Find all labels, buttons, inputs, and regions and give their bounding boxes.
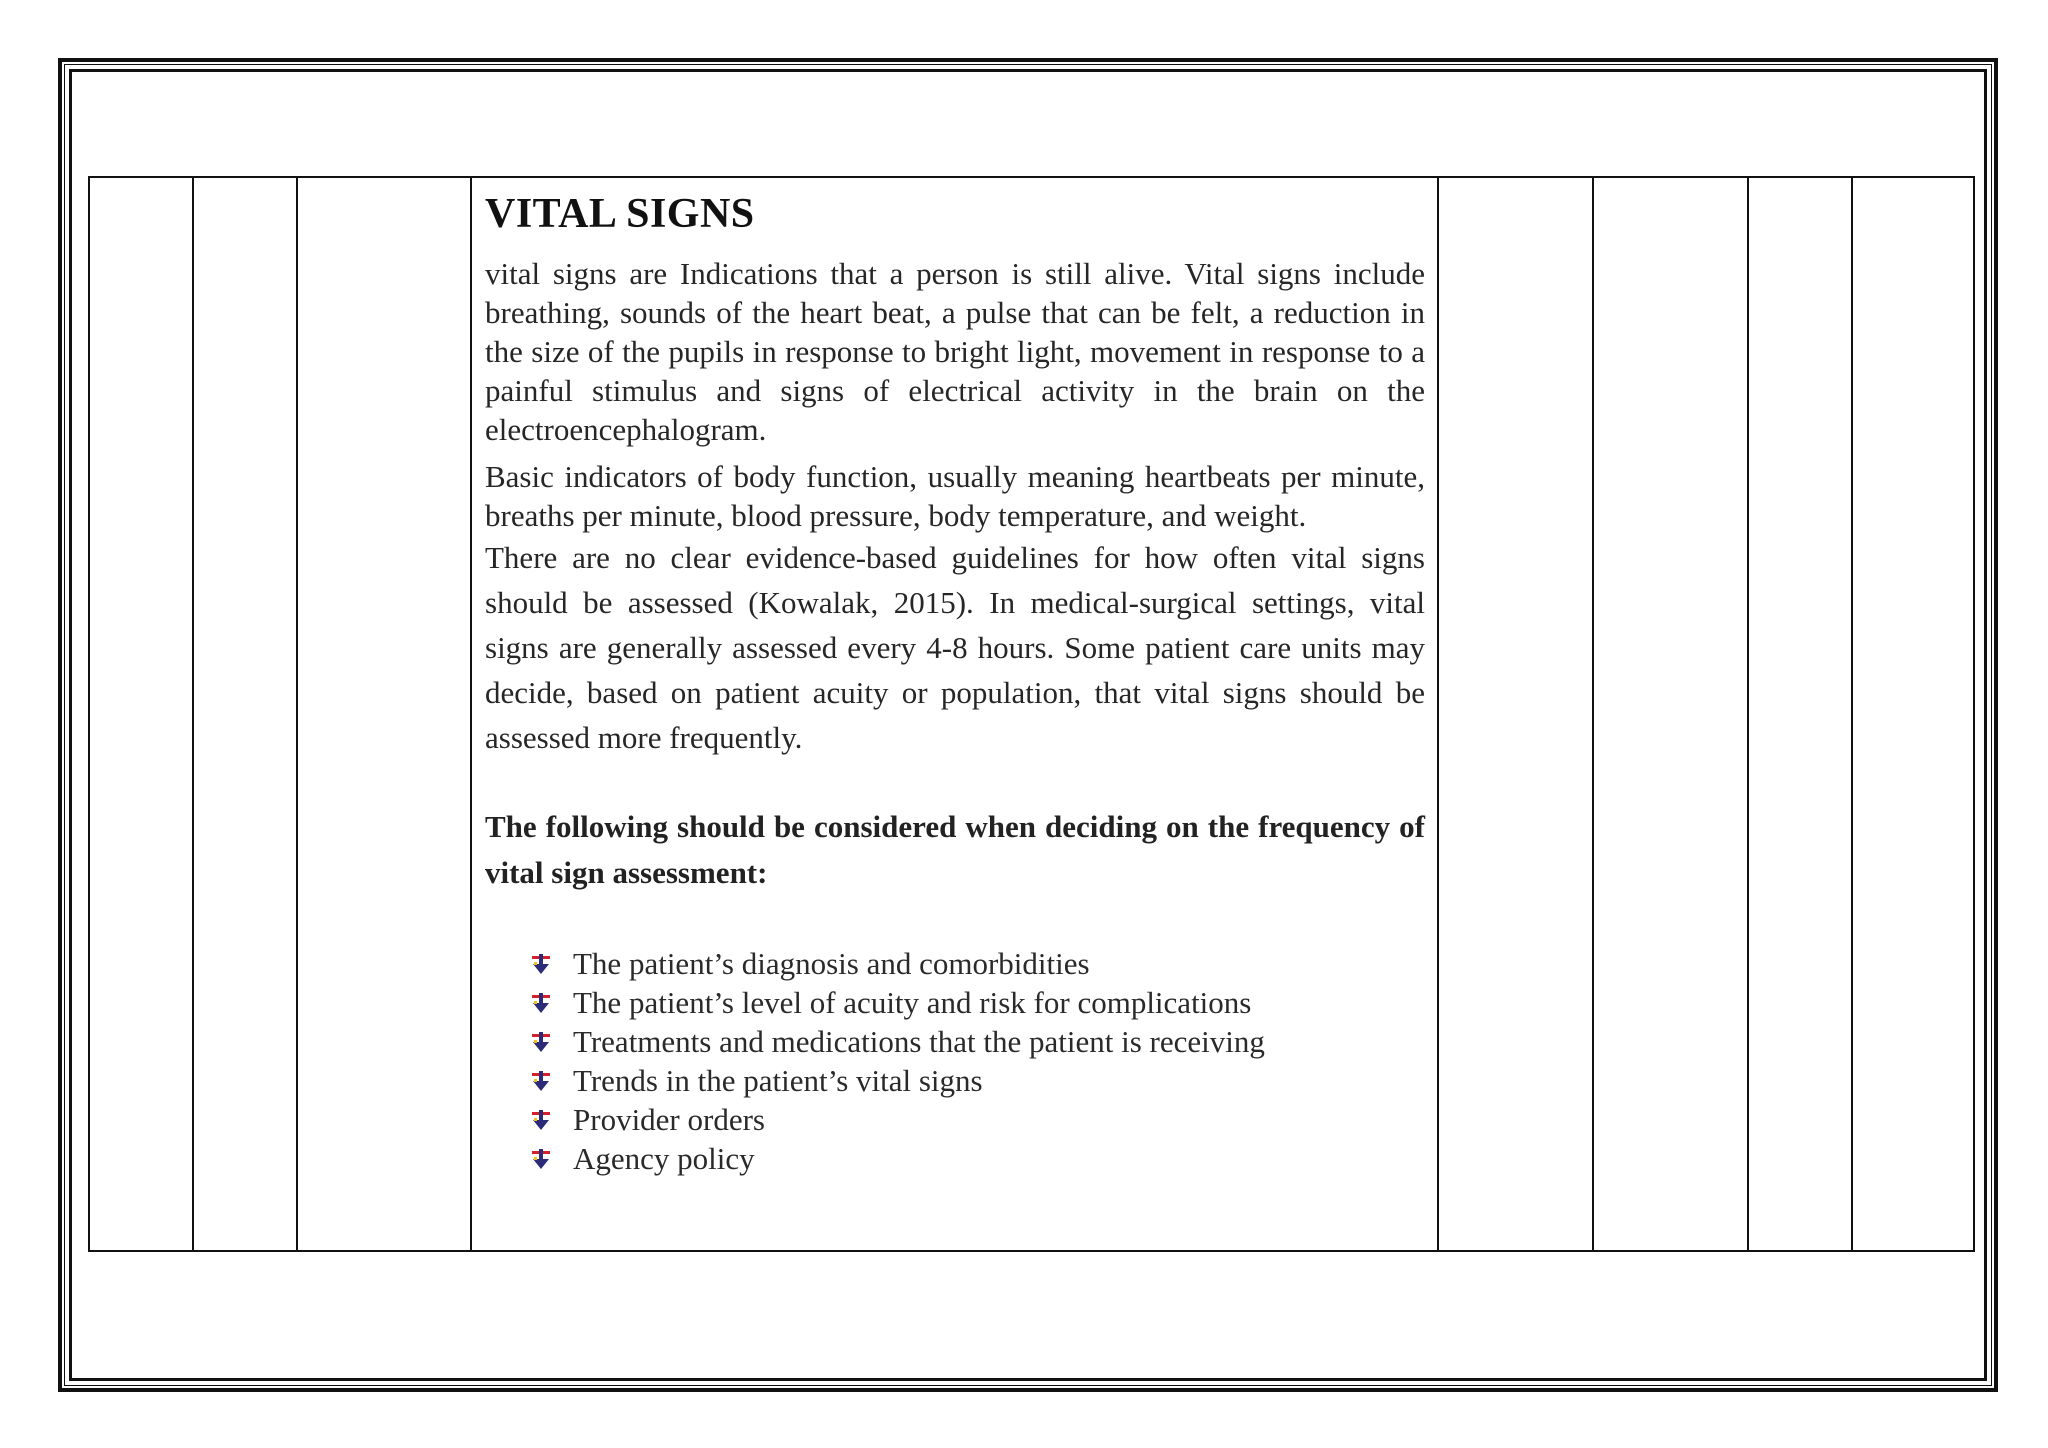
arrow-down-icon [529,1069,553,1093]
paragraph-definition: vital signs are Indications that a person is still alive. Vital signs include breathing, sounds of the heart beat, a pulse that can be felt, a reduction in the size of the pupils in response to bright light, movement in response to a painful stimulus and signs of electrical activity in the brain on the electroencephalogram. [485,256,1425,447]
paragraph-basic-indicators: Basic indicators of body function, usually meaning heartbeats per minute, breaths per minute, blood pressure, body temperature, and weight. [485,459,1425,533]
bullet-list [485,944,1425,1178]
list-item [529,944,1425,983]
empty-cell-1 [89,177,193,1251]
list-item-label: The patient’s diagnosis and comorbidities [573,946,1090,981]
content-cell [471,177,1438,1251]
paragraph-guidelines: There are no clear evidence-based guidelines for how often vital signs should be assessed (Kowalak, 2015). In medical-surgical settings, vital signs are generally assessed every 4-8 hours. Some patient care units may decide, based on patient acuity or population, that vital signs should be assessed more frequently. [485,540,1425,755]
list-item [529,1139,1425,1178]
list-item-label: Trends in the patient’s vital signs [573,1063,983,1098]
empty-cell-8 [1852,177,1974,1251]
page-title: VITAL SIGNS [485,191,755,237]
list-item [529,1061,1425,1100]
empty-cell-5 [1438,177,1593,1251]
lesson-plan-table [88,176,1975,1252]
list-item-label: Agency policy [573,1141,755,1176]
empty-cell-7 [1748,177,1852,1251]
arrow-down-icon [529,991,553,1015]
list-item [529,1022,1425,1061]
list-item-label: Provider orders [573,1102,765,1137]
empty-cell-3 [297,177,471,1251]
subheading-frequency: The following should be considered when deciding on the frequency of vital sign assessment: [485,809,1425,890]
list-item [529,983,1425,1022]
list-item-label: Treatments and medications that the patient is receiving [573,1024,1265,1059]
list-item-label: The patient’s level of acuity and risk for complications [573,985,1252,1020]
arrow-down-icon [529,1030,553,1054]
arrow-down-icon [529,1108,553,1132]
empty-cell-2 [193,177,297,1251]
arrow-down-icon [529,952,553,976]
arrow-down-icon [529,1147,553,1171]
table-row [89,177,1974,1251]
list-item [529,1100,1425,1139]
empty-cell-6 [1593,177,1748,1251]
